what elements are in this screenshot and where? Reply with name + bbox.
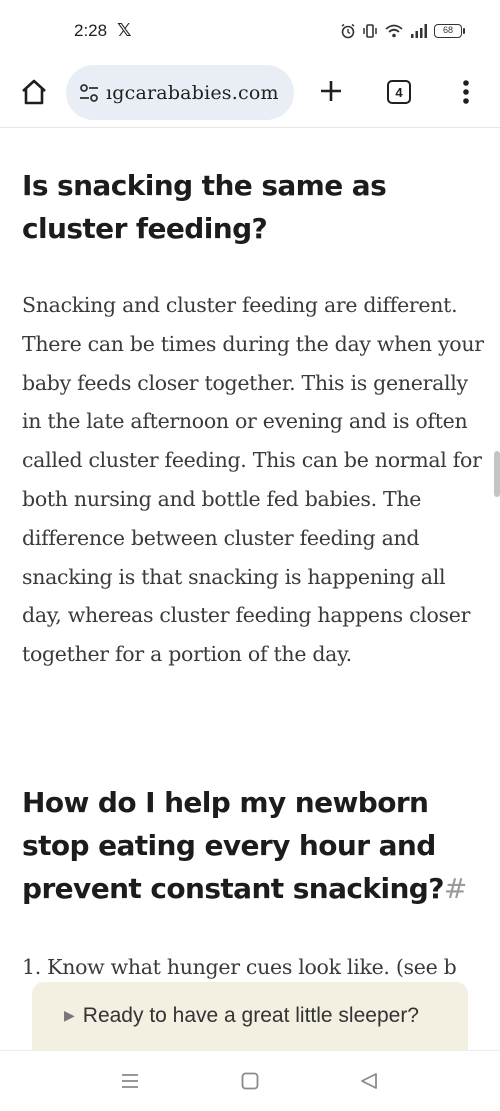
scrollbar-thumb[interactable] xyxy=(494,451,500,497)
status-icons xyxy=(340,20,462,42)
home-nav-icon xyxy=(240,1071,260,1091)
back-icon xyxy=(359,1071,379,1091)
heading-text: How do I help my newborn stop eating every hour and prevent constant snacking? xyxy=(22,786,444,905)
x-app-icon: 𝕏 xyxy=(117,20,132,41)
wifi-icon xyxy=(384,23,404,39)
battery-icon: 68 xyxy=(434,24,462,38)
vibrate-icon xyxy=(362,23,378,39)
system-nav-bar xyxy=(0,1050,500,1111)
page-content[interactable] xyxy=(0,128,500,1050)
more-menu-button[interactable] xyxy=(452,76,480,108)
tab-switcher-button[interactable]: 4 xyxy=(387,80,411,104)
recents-icon xyxy=(120,1072,140,1090)
sleeper-banner[interactable] xyxy=(32,982,468,1050)
browser-toolbar xyxy=(0,62,500,128)
home-nav-button[interactable] xyxy=(238,1069,262,1093)
more-vert-icon xyxy=(462,79,470,105)
heading-anchor-link[interactable]: # xyxy=(443,872,467,905)
plus-icon xyxy=(318,78,344,104)
article-paragraph: Snacking and cluster feeding are different. There can be times during the day when your baby feeds closer together. This is generally in the late afternoon or evening and is often called cluster feeding. This can be normal for both nursing and bottle fed babies. The difference between cluster feeding and snacking is that snacking is happening all day, whereas cluster feeding happens closer together for a portion of the day. xyxy=(22,293,484,667)
banner-text[interactable]: Ready to have a great little sleeper? xyxy=(82,1004,419,1027)
recents-button[interactable] xyxy=(118,1069,142,1093)
tune-icon[interactable] xyxy=(78,82,100,104)
alarm-icon xyxy=(340,23,356,39)
url-text[interactable]: ıgcarababies.com xyxy=(106,81,279,104)
new-tab-button[interactable] xyxy=(314,74,348,108)
home-icon xyxy=(20,78,48,106)
address-bar[interactable] xyxy=(66,65,294,120)
article-heading xyxy=(22,781,482,910)
home-button[interactable] xyxy=(18,76,50,108)
back-button[interactable] xyxy=(357,1069,381,1093)
expand-arrow-icon: ▶ xyxy=(64,1008,75,1024)
article-paragraph: 1. Know what hunger cues look like. (see b xyxy=(22,955,457,979)
status-time: 2:28 xyxy=(74,21,108,40)
article-heading: Is snacking the same as cluster feeding? xyxy=(22,169,387,245)
signal-icon xyxy=(410,23,428,39)
status-bar xyxy=(0,0,500,62)
